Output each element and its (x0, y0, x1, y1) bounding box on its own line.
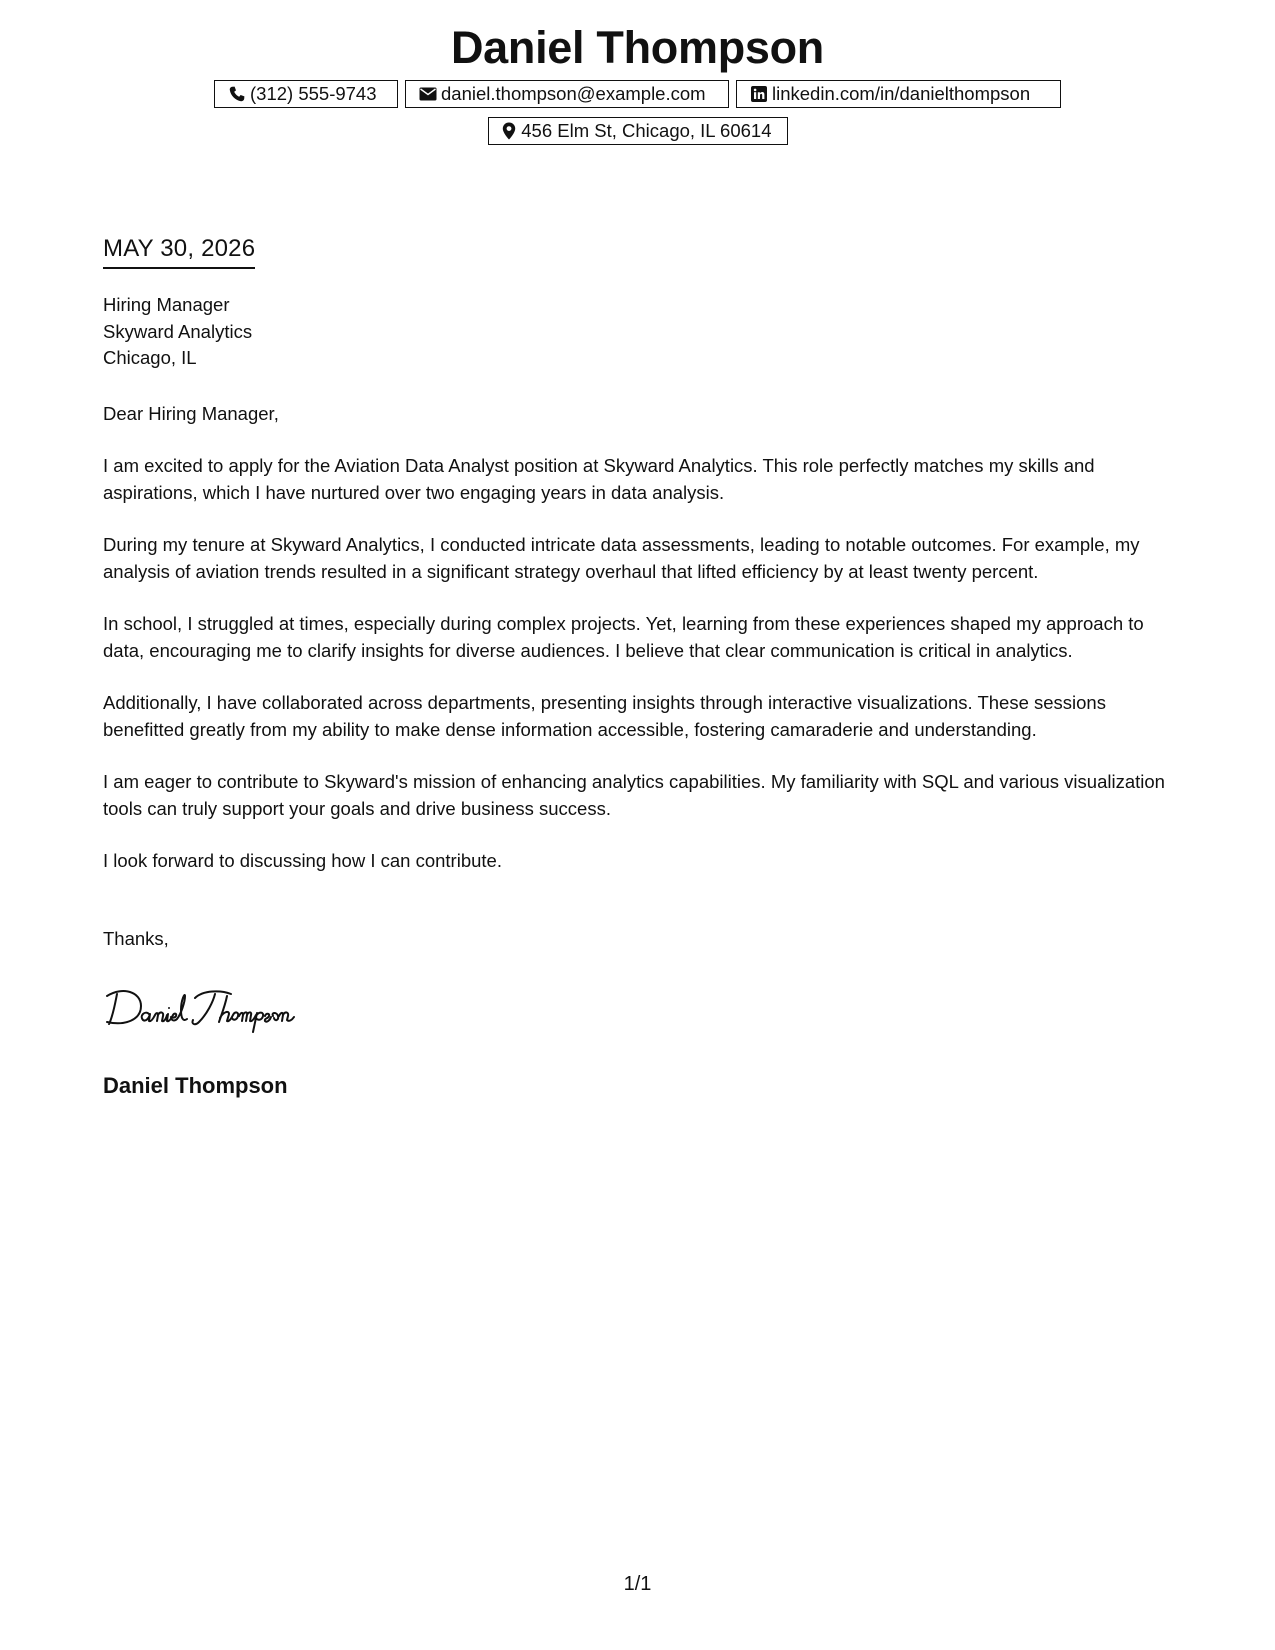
email-chip (405, 80, 729, 108)
body-paragraph: During my tenure at Skyward Analytics, I conducted intricate data assessments, leading to notable outcomes. For example, my analysis of aviation trends resulted in a significant strategy overhaul that lifted efficiency by at least twenty percent. (103, 534, 1140, 582)
signer-name: Daniel Thompson (103, 1073, 288, 1098)
linkedin-icon (750, 85, 768, 103)
contact-row (0, 80, 1275, 108)
contact-row-address (0, 117, 1275, 145)
linkedin-chip (736, 80, 1061, 108)
body-paragraph: I look forward to discussing how I can contribute. (103, 850, 502, 871)
envelope-icon (419, 85, 437, 103)
address-chip (488, 117, 788, 145)
handwritten-signature (103, 980, 363, 1036)
recipient-company: Skyward Analytics (103, 320, 253, 342)
phone-chip (214, 80, 398, 108)
salutation: Dear Hiring Manager, (103, 403, 279, 424)
map-pin-icon (502, 122, 518, 140)
email-address: daniel.thompson@example.com (441, 83, 706, 104)
body-paragraph: Additionally, I have collaborated across departments, presenting insights through interactive visualizations. These sessions benefitted greatly from my ability to make dense information accessible, fostering camaraderie and understanding. (103, 692, 1106, 740)
street-address: 456 Elm St, Chicago, IL 60614 (521, 120, 772, 141)
recipient-location: Chicago, IL (103, 347, 197, 368)
body-paragraph: In school, I struggled at times, especially during complex projects. Yet, learning from these experiences shaped my approach to data, encouraging me to clarify insights for diverse audiences. I believe that clear communication is critical in analytics. (103, 613, 1144, 661)
phone-icon (228, 85, 246, 103)
recipient-title: Hiring Manager (103, 294, 230, 315)
letter-date: MAY 30, 2026 (103, 234, 255, 269)
body-paragraph: I am eager to contribute to Skyward's mission of enhancing analytics capabilities. My familiarity with SQL and various visualization tools can truly support your goals and drive business success. (103, 771, 1165, 819)
applicant-name: Daniel Thompson (450, 22, 824, 73)
page-number: 1/1 (623, 1573, 652, 1595)
closing: Thanks, (103, 928, 169, 949)
linkedin-url: linkedin.com/in/danielthompson (772, 83, 1031, 104)
phone-number: (312) 555-9743 (250, 83, 377, 104)
body-paragraph: I am excited to apply for the Aviation Data Analyst position at Skyward Analytics. This role perfectly matches my skills and aspirations, which I have nurtured over two engaging years in data analysis. (103, 455, 1095, 503)
recipient-block (103, 292, 252, 372)
